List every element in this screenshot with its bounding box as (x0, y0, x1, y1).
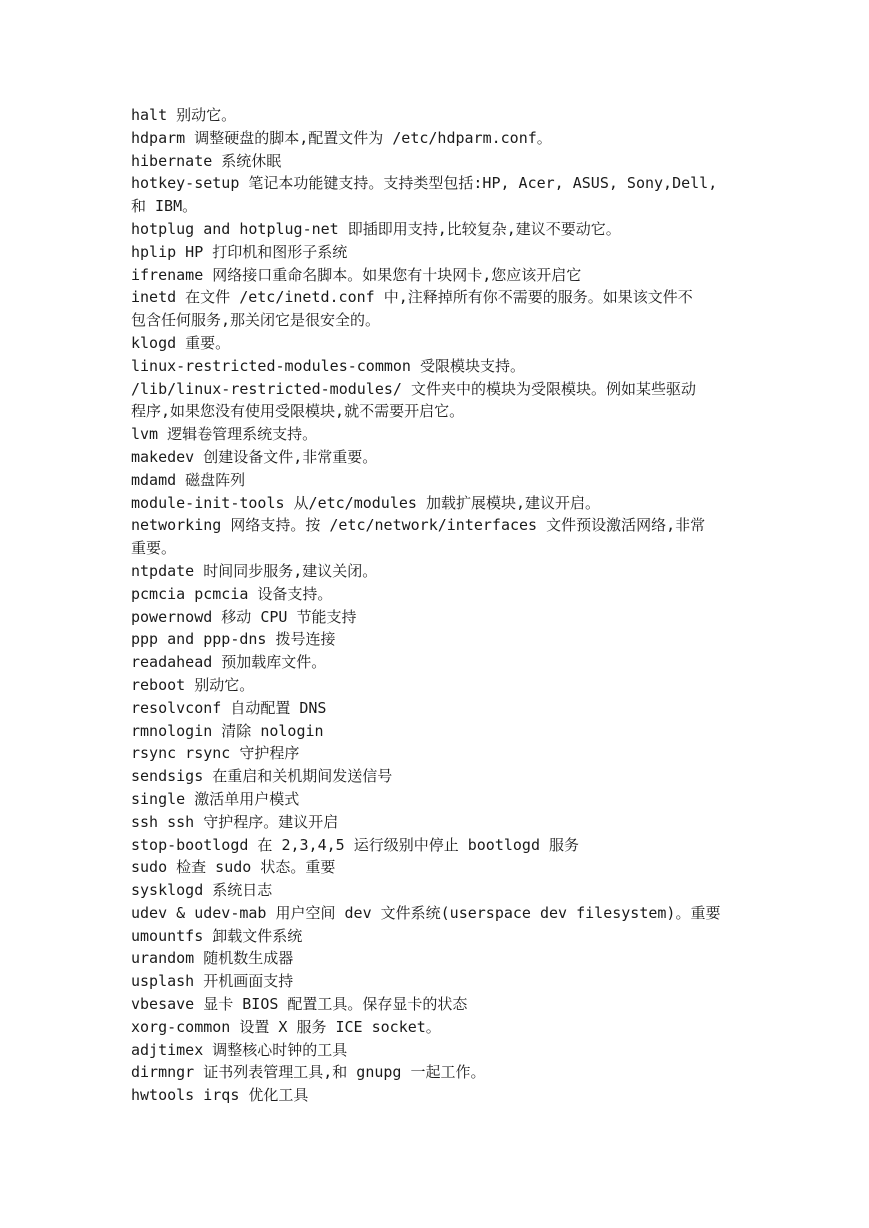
text-line: mdamd 磁盘阵列 (131, 470, 246, 489)
text-line: adjtimex 调整核心时钟的工具 (131, 1040, 348, 1059)
text-line: makedev 创建设备文件,非常重要。 (131, 447, 378, 466)
text-line: readahead 预加载库文件。 (131, 653, 327, 672)
text-line: hotplug and hotplug-net 即插即用支持,比较复杂,建议不要动它。 (131, 219, 621, 238)
text-line: powernowd 移动 CPU 节能支持 (131, 607, 357, 626)
text-line: 重要。 (131, 539, 177, 558)
text-line: 包含任何服务,那关闭它是很安全的。 (131, 311, 381, 330)
text-line: vbesave 显卡 BIOS 配置工具。保存显卡的状态 (131, 995, 468, 1014)
text-line: sudo 检查 sudo 状态。重要 (131, 858, 336, 877)
text-line: networking 网络支持。按 /etc/network/interfaces 文件预设激活网络,非常 (131, 516, 706, 535)
text-line: umountfs 卸载文件系统 (131, 926, 303, 945)
text-line: sysklogd 系统日志 (131, 881, 273, 900)
text-line: 和 IBM。 (131, 197, 198, 216)
text-line: inetd 在文件 /etc/inetd.conf 中,注释掉所有你不需要的服务。如果该文件不 (131, 288, 693, 307)
text-line: hdparm 调整硬盘的脚本,配置文件为 /etc/hdparm.conf。 (131, 128, 552, 147)
text-line: ntpdate 时间同步服务,建议关闭。 (131, 561, 378, 580)
text-line: ppp and ppp-dns 拨号连接 (131, 630, 336, 649)
text-line: hotkey-setup 笔记本功能键支持。支持类型包括:HP, Acer, ASUS, Sony,Dell, (131, 174, 718, 193)
text-line: stop-bootlogd 在 2,3,4,5 运行级别中停止 bootlogd 服务 (131, 835, 580, 854)
text-line: usplash 开机画面支持 (131, 972, 294, 991)
text-line: hibernate 系统休眠 (131, 151, 282, 170)
text-line: rsync rsync 守护程序 (131, 744, 300, 763)
text-line: rmnologin 清除 nologin (131, 721, 324, 740)
text-line: lvm 逻辑卷管理系统支持。 (131, 425, 318, 444)
text-line: hplip HP 打印机和图形子系统 (131, 242, 348, 261)
text-line: 程序,如果您没有使用受限模块,就不需要开启它。 (131, 402, 465, 421)
text-line: hwtools irqs 优化工具 (131, 1086, 309, 1105)
text-line: /lib/linux-restricted-modules/ 文件夹中的模块为受限模块。例如某些驱动 (131, 379, 696, 398)
text-line: urandom 随机数生成器 (131, 949, 294, 968)
text-line: linux-restricted-modules-common 受限模块支持。 (131, 356, 525, 375)
text-line: module-init-tools 从/etc/modules 加载扩展模块,建议开启。 (131, 493, 600, 512)
text-line: xorg-common 设置 X 服务 ICE socket。 (131, 1017, 441, 1036)
text-line: ssh ssh 守护程序。建议开启 (131, 812, 339, 831)
text-line: udev & udev-mab 用户空间 dev 文件系统(userspace dev filesystem)。重要 (131, 903, 721, 922)
text-line: single 激活单用户模式 (131, 789, 300, 808)
document-page (131, 104, 737, 1107)
text-line: resolvconf 自动配置 DNS (131, 698, 327, 717)
text-line: pcmcia pcmcia 设备支持。 (131, 584, 333, 603)
text-line: halt 别动它。 (131, 106, 237, 124)
text-line: klogd 重要。 (131, 333, 231, 352)
text-line: dirmngr 证书列表管理工具,和 gnupg 一起工作。 (131, 1063, 486, 1082)
text-line: reboot 别动它。 (131, 675, 255, 694)
text-line: ifrename 网络接口重命名脚本。如果您有十块网卡,您应该开启它 (131, 265, 582, 284)
text-line: sendsigs 在重启和关机期间发送信号 (131, 767, 393, 786)
